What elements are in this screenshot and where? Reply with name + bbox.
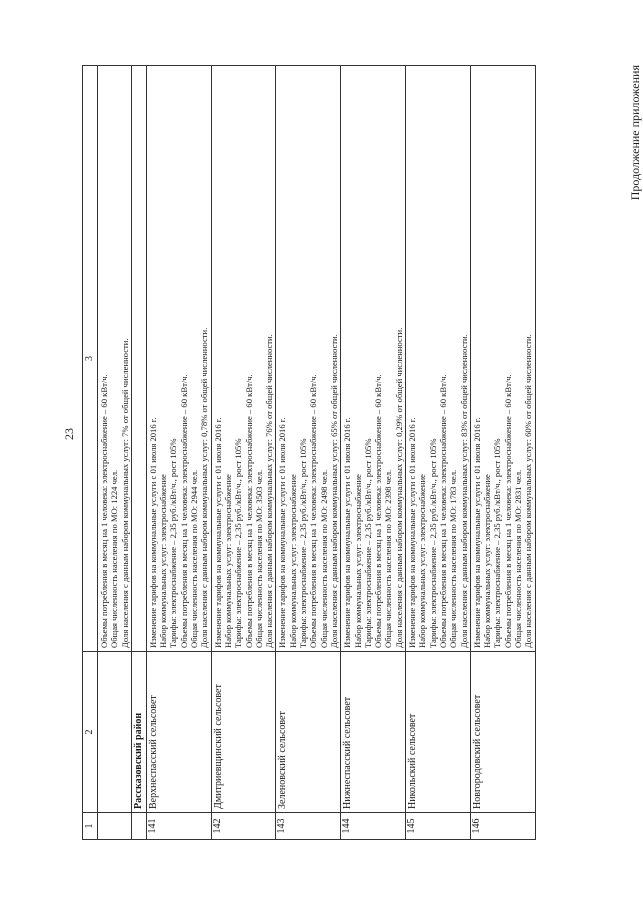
region-num	[131, 813, 146, 840]
detail-line: Изменение тарифов на коммунальные услуги с 01 июля 2016 г.	[212, 417, 223, 648]
detail-line: Объемы потребления в месяц на 1 человека: электроснабжение – 60 кВт/ч.	[243, 374, 254, 648]
detail-line: Изменение тарифов на коммунальные услуги с 01 июля 2016 г.	[407, 417, 418, 648]
table-row	[406, 66, 471, 840]
first-block-row	[98, 66, 132, 840]
detail-line: Доля населения с данным набором коммунальных услуг: 7% от общей численности.	[119, 338, 130, 648]
detail-line: Набор коммунальных услуг: электроснабжение	[352, 474, 363, 648]
table-row	[211, 66, 276, 840]
detail-line: Общая численность населения по МО: 2498 чел.	[318, 469, 329, 648]
tariff-details	[276, 66, 341, 652]
header-col-2: 2	[83, 652, 98, 813]
region-details	[131, 66, 146, 652]
first-block-name	[98, 652, 132, 813]
detail-line: Изменение тарифов на коммунальные услуги с 01 июля 2016 г.	[147, 417, 158, 648]
detail-line: Объемы потребления в месяц на 1 человека: электроснабжение – 60 кВт/ч.	[308, 374, 319, 648]
detail-line: Набор коммунальных услуг: электроснабжение	[482, 474, 493, 648]
rotated-table-container	[82, 65, 614, 840]
detail-line: Общая численность населения по МО: 2831 чел.	[512, 469, 523, 648]
row-number: 145	[406, 813, 471, 840]
table-row	[276, 66, 341, 840]
row-number: 144	[341, 813, 406, 840]
detail-line: Объемы потребления в месяц на 1 человека: электроснабжение – 60 кВт/ч.	[373, 374, 384, 648]
municipality-name: Нижнеспасский сельсовет	[341, 652, 406, 813]
detail-line: Набор коммунальных услуг: электроснабжение	[158, 474, 169, 648]
detail-line: Тарифы: электроснабжение – 2,35 руб./кВт/ч., рост 105%	[298, 438, 309, 648]
detail-line: Тарифы: электроснабжение – 2,35 руб./кВт/ч., рост 105%	[427, 438, 438, 648]
detail-line: Доля населения с данным набором коммунальных услуг: 0,78% от общей численности.	[199, 327, 210, 648]
detail-line: Доля населения с данным набором коммунальных услуг: 0,29% от общей численности.	[393, 327, 404, 648]
detail-line: Тарифы: электроснабжение – 2,35 руб./кВт/ч., рост 105%	[492, 438, 503, 648]
row-number: 146	[470, 813, 535, 840]
municipality-name: Верхнеспасский сельсовет	[146, 652, 211, 813]
detail-line: Объемы потребления в месяц на 1 человека: электроснабжение – 60 кВт/ч.	[437, 374, 448, 648]
tariff-table	[82, 65, 536, 840]
table-header-row	[83, 66, 98, 840]
detail-line: Общая численность населения по МО: 3503 чел.	[253, 469, 264, 648]
continuation-caption: Продолжение приложения	[628, 65, 642, 201]
detail-line: Набор коммунальных услуг: электроснабжение	[417, 474, 428, 648]
detail-line: Доля населения с данным набором коммунальных услуг: 60% от общей численности.	[523, 334, 534, 648]
first-block-details	[98, 66, 132, 652]
detail-line: Набор коммунальных услуг: электроснабжение	[222, 474, 233, 648]
tariff-details	[341, 66, 406, 652]
detail-line: Изменение тарифов на коммунальные услуги с 01 июля 2016 г.	[471, 417, 482, 648]
detail-line: Общая численность населения по МО: 1224 чел.	[109, 469, 120, 648]
detail-line: Объемы потребления в месяц на 1 человека: электроснабжение – 60 кВт/ч.	[502, 374, 513, 648]
detail-line: Тарифы: электроснабжение – 2,35 руб./кВт/ч., рост 105%	[168, 438, 179, 648]
tariff-details	[146, 66, 211, 652]
page-number: 23	[62, 428, 76, 440]
detail-line: Набор коммунальных услуг: электроснабжение	[287, 474, 298, 648]
detail-line: Общая численность населения по МО: 1783 чел.	[448, 469, 459, 648]
table-row	[146, 66, 211, 840]
municipality-name: Новгородовский сельсовет	[470, 652, 535, 813]
detail-line: Объемы потребления в месяц на 1 человека: электроснабжение – 60 кВт/ч.	[99, 374, 109, 648]
tariff-details	[211, 66, 276, 652]
detail-line: Тарифы: электроснабжение – 2,35 руб./кВт/ч., рост 105%	[233, 438, 244, 648]
detail-line: Изменение тарифов на коммунальные услуги с 01 июля 2016 г.	[277, 417, 288, 648]
row-number: 143	[276, 813, 341, 840]
header-col-1: 1	[83, 813, 98, 840]
detail-line: Общая численность населения по МО: 2398 чел.	[383, 469, 394, 648]
detail-line: Объемы потребления в месяц на 1 человека: электроснабжение – 60 кВт/ч.	[178, 374, 189, 648]
header-col-3: 3	[83, 66, 98, 652]
region-row	[131, 66, 146, 840]
detail-line: Доля населения с данным набором коммунальных услуг: 83% от общей численности.	[458, 334, 469, 648]
municipality-name: Дмитриевщинский сельсовет	[211, 652, 276, 813]
row-number: 142	[211, 813, 276, 840]
detail-line: Тарифы: электроснабжение – 2,35 руб./кВт/ч., рост 105%	[362, 438, 373, 648]
detail-line: Изменение тарифов на коммунальные услуги с 01 июля 2016 г.	[342, 417, 353, 648]
detail-line: Доля населения с данным набором коммунальных услуг: 76% от общей численности.	[264, 334, 275, 648]
tariff-details	[406, 66, 471, 652]
detail-line: Общая численность населения по МО: 2944 чел.	[189, 469, 200, 648]
municipality-name: Никольский сельсовет	[406, 652, 471, 813]
region-name: Рассказовский район	[131, 652, 146, 813]
tariff-details	[470, 66, 535, 652]
municipality-name: Зеленовский сельсовет	[276, 652, 341, 813]
table-row	[470, 66, 535, 840]
row-number: 141	[146, 813, 211, 840]
first-block-num	[98, 813, 132, 840]
table-row	[341, 66, 406, 840]
detail-line: Доля населения с данным набором коммунальных услуг: 65% от общей численности.	[328, 334, 339, 648]
